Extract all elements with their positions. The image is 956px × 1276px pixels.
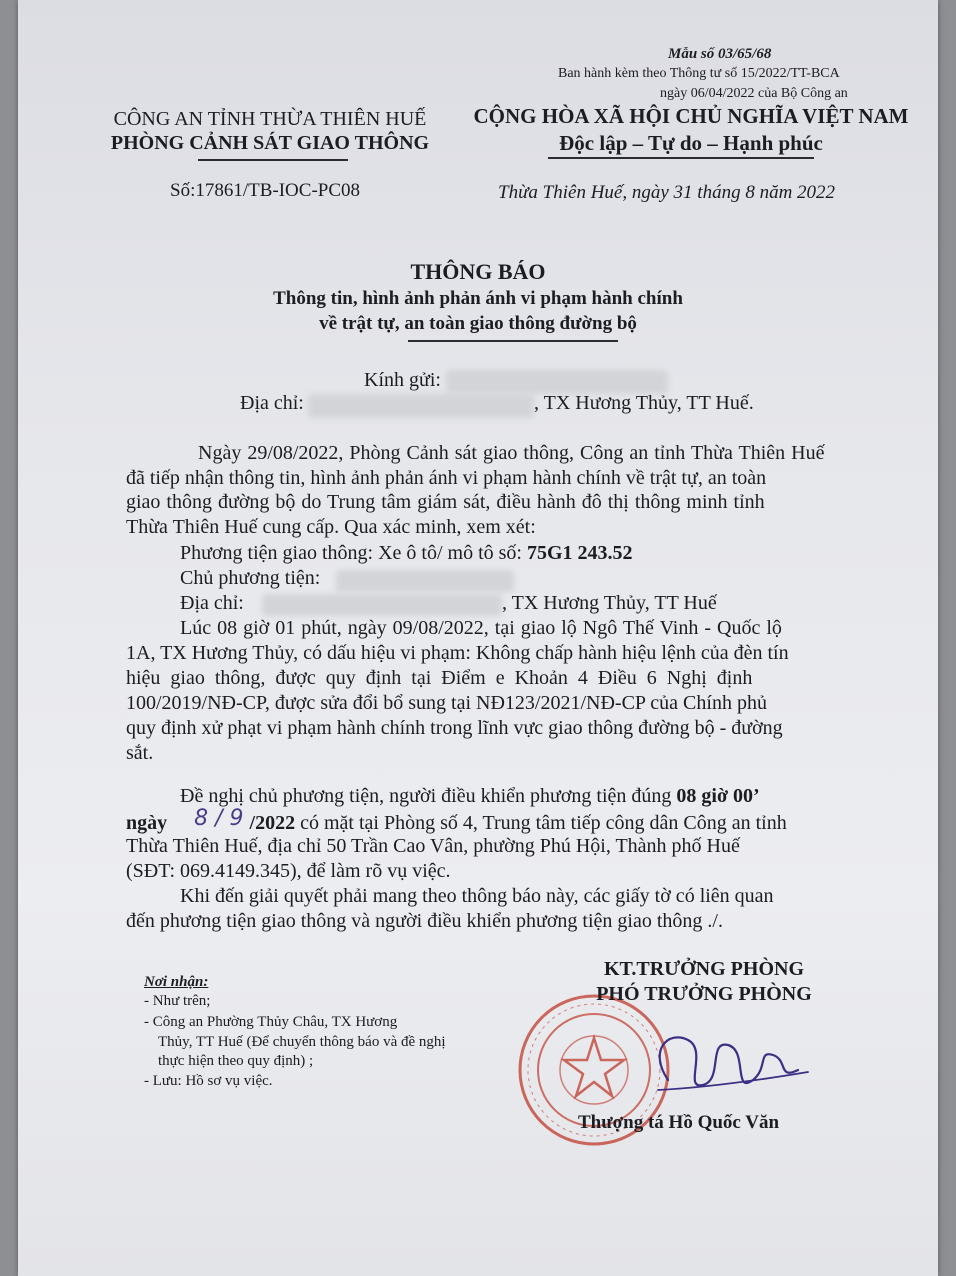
body-p2-line4: 100/2019/NĐ-CP, được sửa đổi bổ sung tại NĐ123/2021/NĐ-CP của Chính phủ xyxy=(126,692,767,714)
receivers-line5: - Lưu: Hồ sơ vụ việc. xyxy=(144,1073,273,1089)
redacted-owner-name xyxy=(336,570,514,592)
body-p2-line6: sắt. xyxy=(126,742,154,764)
recipient-greeting: Kính gửi: xyxy=(364,369,441,391)
redacted-recipient-name xyxy=(446,370,668,394)
signature-title-2: PHÓ TRƯỞNG PHÒNG xyxy=(596,983,812,1005)
vehicle-line xyxy=(180,542,633,565)
body-p2-line3: hiệu giao thông, được quy định tại Điểm e Khoản 4 Điều 6 Nghị định xyxy=(126,667,753,689)
signature-title-1: KT.TRƯỞNG PHÒNG xyxy=(604,958,804,980)
document-number: Số:17861/TB-IOC-PC08 xyxy=(170,180,361,201)
handwritten-signature-icon xyxy=(628,1010,818,1110)
body-p1-line4: Thừa Thiên Huế cung cấp. Qua xác minh, xem xét: xyxy=(126,516,536,538)
receivers-title: Nơi nhận: xyxy=(144,974,209,990)
body-p2-line5: quy định xử phạt vi phạm hành chính trong lĩnh vực giao thông đường bộ - đường xyxy=(126,717,783,739)
body-p2-line1: Lúc 08 giờ 01 phút, ngày 09/08/2022, tại giao lộ Ngô Thế Vinh - Quốc lộ xyxy=(180,617,782,639)
appointment-time: 08 giờ 00’ xyxy=(676,785,760,807)
receivers-line1: - Như trên; xyxy=(144,993,211,1009)
nation-motto: Độc lập – Tự do – Hạnh phúc xyxy=(559,131,823,155)
nation-title: CỘNG HÒA XÃ HỘI CHỦ NGHĨA VIỆT NAM xyxy=(473,104,909,128)
document-subtitle-1: Thông tin, hình ảnh phản ánh vi phạm hành chính xyxy=(273,288,683,309)
form-number: Mẫu số 03/65/68 xyxy=(668,46,772,62)
body-p1-line1: Ngày 29/08/2022, Phòng Cảnh sát giao thông, Công an tỉnh Thừa Thiên Huế xyxy=(198,442,825,464)
recipient-address-tail: , TX Hương Thủy, TT Huế. xyxy=(534,392,754,414)
owner-address-tail: , TX Hương Thủy, TT Huế xyxy=(502,592,717,614)
body-p4-line2: đến phương tiện giao thông và người điều khiển phương tiện giao thông ./. xyxy=(126,910,723,932)
body-p3-line1-text: Đề nghị chủ phương tiện, người điều khiển phương tiện đúng xyxy=(180,785,677,807)
place-date: Thừa Thiên Huế, ngày 31 tháng 8 năm 2022 xyxy=(498,182,836,203)
body-p1-line2: đã tiếp nhận thông tin, hình ảnh phản ánh vi phạm hành chính về trật tự, an toàn xyxy=(126,467,767,489)
redacted-recipient-address xyxy=(308,394,534,418)
vehicle-plate: 75G1 243.52 xyxy=(526,542,633,564)
document-page xyxy=(18,0,938,1276)
handwritten-date: 8 / 9 xyxy=(194,806,244,831)
agency-underline xyxy=(198,159,348,161)
motto-underline xyxy=(548,157,814,159)
signer-name: Thượng tá Hồ Quốc Văn xyxy=(578,1112,780,1133)
appointment-year: /2022 xyxy=(249,812,296,834)
receivers-line3: Thủy, TT Huế (Để chuyển thông báo và đề nghị xyxy=(158,1034,446,1050)
agency-parent: CÔNG AN TỈNH THỪA THIÊN HUẾ xyxy=(113,108,427,130)
receivers-line4: thực hiện theo quy định) ; xyxy=(158,1053,314,1069)
document-subtitle-2: về trật tự, an toàn giao thông đường bộ xyxy=(319,313,637,334)
vehicle-label: Phương tiện giao thông: Xe ô tô/ mô tô số: xyxy=(180,542,527,564)
owner-label: Chủ phương tiện: xyxy=(180,567,321,589)
body-p3-line1 xyxy=(180,785,760,808)
body-p3-line3: Thừa Thiên Huế, địa chỉ 50 Trần Cao Vân, phường Phú Hội, Thành phố Huế xyxy=(126,835,740,857)
recipient-address-label: Địa chỉ: xyxy=(240,392,304,414)
body-p1-line3: giao thông đường bộ do Trung tâm giám sát, điều hành đô thị thông minh tỉnh xyxy=(126,491,765,513)
body-p3-line4: (SĐT: 069.4149.345), để làm rõ vụ việc. xyxy=(126,860,451,882)
appointment-day-label: ngày xyxy=(126,812,168,834)
body-p2-line2: 1A, TX Hương Thủy, có dấu hiệu vi phạm: Không chấp hành hiệu lệnh của đèn tín xyxy=(126,642,789,664)
body-p3-line2 xyxy=(126,806,787,835)
owner-address-label: Địa chỉ: xyxy=(180,592,244,614)
redacted-owner-address xyxy=(262,594,502,616)
receivers-line2: - Công an Phường Thủy Châu, TX Hương xyxy=(144,1014,398,1030)
form-issued-line1: Ban hành kèm theo Thông tư số 15/2022/TT-BCA xyxy=(558,66,840,81)
body-p4-line1: Khi đến giải quyết phải mang theo thông báo này, các giấy tờ có liên quan xyxy=(180,885,774,907)
form-issued-line2: ngày 06/04/2022 của Bộ Công an xyxy=(660,86,848,101)
body-p3-line2-text: có mặt tại Phòng số 4, Trung tâm tiếp công dân Công an tỉnh xyxy=(295,812,787,834)
title-underline xyxy=(408,340,618,342)
document-title: THÔNG BÁO xyxy=(410,259,546,284)
agency-name: PHÒNG CẢNH SÁT GIAO THÔNG xyxy=(110,132,430,154)
